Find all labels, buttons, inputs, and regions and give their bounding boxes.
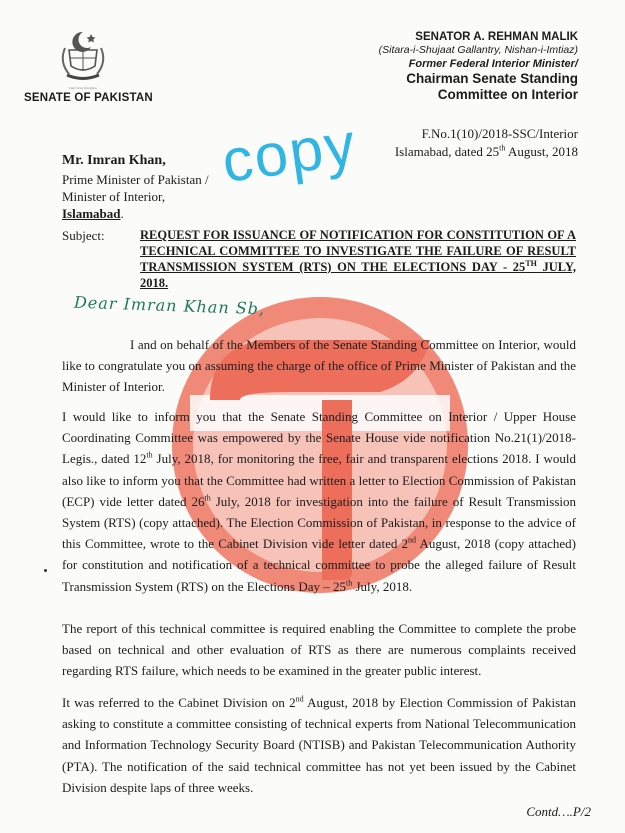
subject-text: REQUEST FOR ISSUANCE OF NOTIFICATION FOR CONSTITUTION OF A TECHNICAL COMMITTEE TO INVESTIGATE THE FAILURE OF RESULT TRANSMISSION SYSTEM (RTS) ON THE ELECTIONS DAY - 25TH JULY, 2018. [140, 228, 576, 290]
addressee-title-2: Minister of Interior, [62, 188, 166, 204]
body-paragraph-4: It was referred to the Cabinet Division on 2nd August, 2018 by Election Commission of Pakistan asking to constitute a committee consisting of technical experts from National Telecommunication and Information Technology Security Board (NTISB) and Pakistan Telecommunication Authority (PTA). The notification of the said technical committee has not yet been issued by the Cabinet Division despite laps of three weeks. [62, 694, 577, 795]
organization-name: SENATE OF PAKISTAN [24, 92, 153, 104]
body-paragraph-2: I would like to inform you that the Senate Standing Committee on Interior / Upper House Coordinating Committee was empowered by the Senate House vide notification No.21(1)/2018-Legis., dated 12th July, 2018, for monitoring the free, fair and transparent elections 2018. I would also like to inform you that the Committee had written a letter to Election Commission of Pakistan (ECP) vide letter dated 26th July, 2018 for investigation into the failure of Result Transmission System (RTS) (copy attached). The Election Commission of Pakistan, in response to the advice of this Committee, wrote to the Cabinet Division vide letter dated 2nd August, 2018 (copy attached) for constitution and notification of a technical committee to probe the alleged failure of Result Transmission System (RTS) on the Elections Day – 25th July, 2018. [62, 409, 577, 594]
emblem-motto: Faith Unity Discipline [68, 86, 97, 90]
sender-block [379, 30, 578, 104]
file-number: F.No.1(10)/2018-SSC/Interior [421, 126, 578, 141]
addressee-title-1: Prime Minister of Pakistan / [62, 171, 209, 187]
body-paragraph-3: The report of this technical committee is required enabling the Committee to complete the probe based on technical and other evaluation of RTS as there are numerous complaints received regarding RTS failure, which needs to be examined in the greater public interest. [62, 621, 576, 679]
copy-stamp: copy [217, 109, 361, 196]
addressee-name: Mr. Imran Khan, [62, 153, 166, 168]
addressee-block [62, 152, 209, 222]
subject-label: Subject: [62, 228, 105, 243]
continued-note: Contd….P/2 [526, 804, 591, 819]
addressee-city: Islamabad. [62, 206, 124, 222]
sender-former-role: Former Federal Interior Minister/ [408, 57, 578, 70]
sender-titles: (Sitara-i-Shujaat Gallantry, Nishan-i-Imtiaz) [378, 44, 578, 57]
margin-mark [44, 569, 47, 572]
sender-role-line1: Chairman Senate Standing [406, 71, 578, 87]
body-paragraph-1: I and on behalf of the Members of the Senate Standing Committee on Interior, would like to congratulate you on assuming the charge of the office of Prime Minister of Pakistan and the Minister of Interior. [62, 337, 576, 395]
letter-date: Islamabad, dated 25th August, 2018 [394, 143, 578, 159]
reference-block [395, 125, 578, 160]
handwritten-salutation: Dear Imran Khan Sb, [73, 292, 266, 319]
government-of-pakistan-emblem-icon [55, 28, 111, 84]
sender-role-line2: Committee on Interior [437, 87, 578, 103]
sender-name: SENATOR A. REHMAN MALIK [415, 31, 578, 43]
